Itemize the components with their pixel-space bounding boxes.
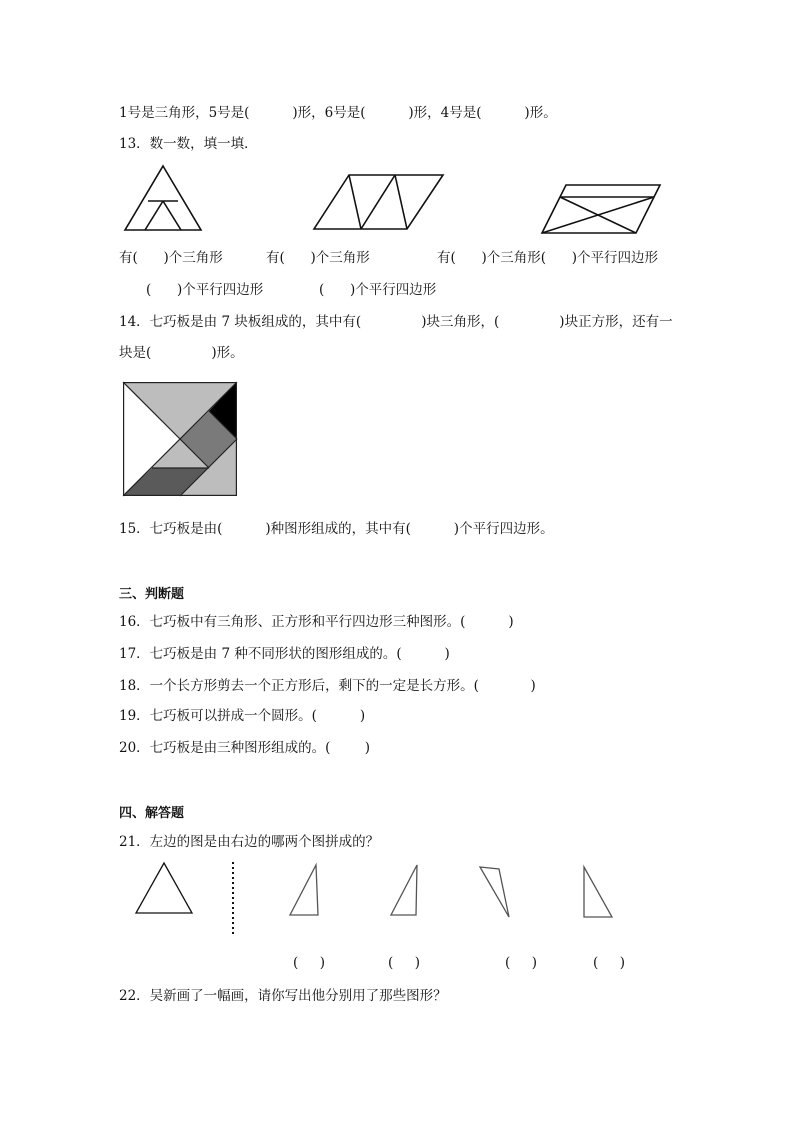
q13-figure-parallelogram-cross xyxy=(540,184,662,234)
q14-line1: 14．七巧板是由 7 块板组成的，其中有( )块三角形，( )块正方形，还有一 xyxy=(119,314,673,330)
q21-piece-4 xyxy=(582,866,614,918)
q21-target-triangle xyxy=(134,862,194,914)
q21-piece-3 xyxy=(479,866,511,918)
q13-answer-b1: 有( )个三角形 xyxy=(266,250,370,266)
section-3-heading: 三、判断题 xyxy=(119,587,185,602)
q20-text: 20．七巧板是由三种图形组成的。( ) xyxy=(119,740,371,756)
q13-figure-parallelogram-triangles xyxy=(313,174,445,230)
q13-figure-triangle xyxy=(123,165,203,231)
q12-continuation-text: 1号是三角形，5号是( )形，6号是( )形，4号是( )形。 xyxy=(119,105,557,121)
q21-piece-2 xyxy=(389,864,421,916)
q16-text: 16．七巧板中有三角形、正方形和平行四边形三种图形。( ) xyxy=(119,614,514,630)
q18-text: 18．一个长方形剪去一个正方形后，剩下的一定是长方形。( ) xyxy=(119,678,536,694)
q13-answer-c1: 有( )个三角形( )个平行四边形 xyxy=(437,250,659,266)
q21-answer-4: ( ) xyxy=(593,955,625,971)
q21-piece-1 xyxy=(288,864,320,916)
q13-answer-a2: ( )个平行四边形 xyxy=(146,282,264,298)
tangram-figure xyxy=(123,382,237,496)
q13-answer-a1: 有( )个三角形 xyxy=(119,250,223,266)
q21-answer-1: ( ) xyxy=(293,955,325,971)
q17-text: 17．七巧板是由 7 种不同形状的图形组成的。( ) xyxy=(119,646,450,662)
q22-text: 22．吴新画了一幅画，请你写出他分别用了那些图形？ xyxy=(119,988,447,1004)
q15-text: 15．七巧板是由( )种图形组成的，其中有( )个平行四边形。 xyxy=(119,521,554,537)
q14-line2: 块是( )形。 xyxy=(119,345,244,361)
q21-text: 21．左边的图是由右边的哪两个图拼成的？ xyxy=(119,834,380,850)
q19-text: 19．七巧板可以拼成一个圆形。( ) xyxy=(119,708,366,724)
section-4-heading: 四、解答题 xyxy=(119,806,185,821)
q13-title: 13．数一数，填一填． xyxy=(119,136,258,152)
q21-answer-3: ( ) xyxy=(505,955,537,971)
q21-dotted-divider xyxy=(231,862,235,934)
q13-answer-b2: ( )个平行四边形 xyxy=(319,282,437,298)
q21-answer-2: ( ) xyxy=(388,955,420,971)
